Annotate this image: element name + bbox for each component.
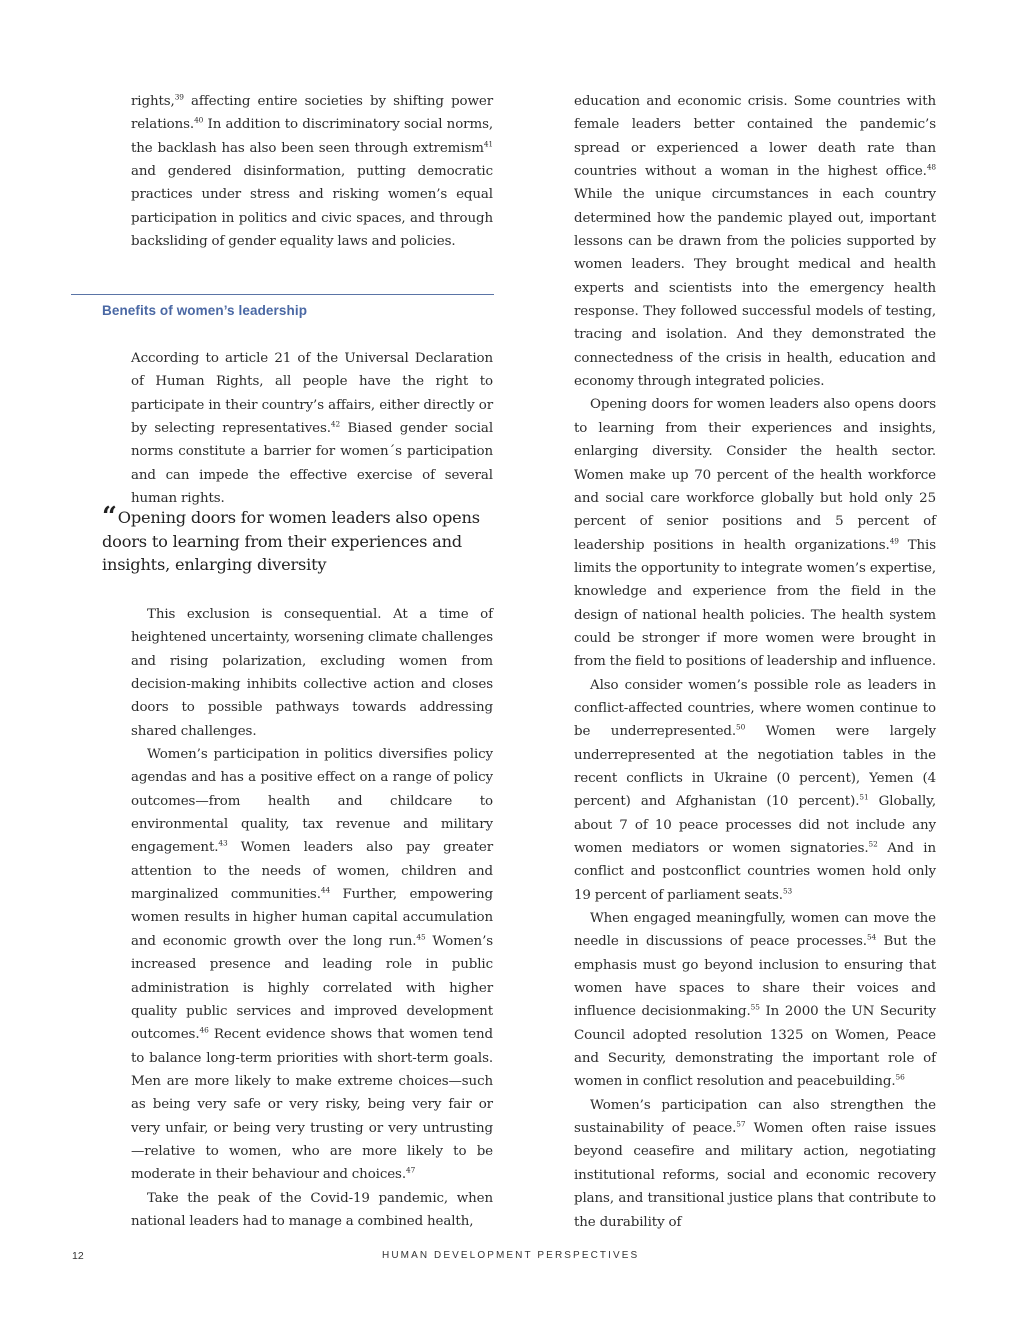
footnote-reference[interactable]: 52 <box>868 839 878 849</box>
footnote-reference[interactable]: 56 <box>895 1072 905 1082</box>
quote-mark-icon: “ <box>102 502 117 532</box>
left-column-intro <box>131 90 493 253</box>
pull-quote-text: Opening doors for women leaders also opens doors to learning from their experiences and insights, enlarging diversity <box>102 508 480 574</box>
body-paragraph: Also consider women’s possible role as leaders in conflict-affected countries, where women continue to be underrepresented.$^{50}$ Women were largely underrepresented at the negotiation tables in the recent conflicts in Ukraine (0 percent), Yemen (4 percent) and Afghanistan (10 percent).$^{51}$ Globally, about 7 of 10 peace processes did not include any women mediators or women signatories.$^{52}$ And in conflict and postconflict countries women hold only 19 percent of parliament seats.$^{53}$ <box>574 677 936 903</box>
footnote-reference[interactable]: 42 <box>330 419 341 429</box>
footnote-reference[interactable]: 48 <box>926 162 936 172</box>
section-paragraph: According to article 21 of the Universal Declaration of Human Rights, all people have the right to participate in their country’s affairs, either directly or by selecting representatives.$^{42}$ Biased gender social norms constitute a barrier for women´s participation and can impede the effective exercise of several human rights. <box>131 351 493 507</box>
footnote-reference[interactable]: 53 <box>782 886 793 896</box>
footnote-reference[interactable]: 57 <box>736 1119 746 1129</box>
running-footer-title: HUMAN DEVELOPMENT PERSPECTIVES <box>382 1250 640 1261</box>
body-paragraph: Women’s participation can also strengthen the sustainability of peace.$^{57}$ Women often raise issues beyond ceasefire and military action, negotiating institutional reforms, social and economic recovery plans, and transitional justice plans that contribute to the durability of <box>574 1097 936 1230</box>
body-paragraph: Take the peak of the Covid-19 pandemic, when national leaders had to manage a combined health, <box>131 1190 493 1229</box>
footnote-reference[interactable]: 44 <box>320 885 331 895</box>
footnote-reference[interactable]: 51 <box>859 792 869 802</box>
footnote-reference[interactable]: 50 <box>736 722 746 732</box>
footnote-reference[interactable]: 39 <box>174 92 184 102</box>
left-column-body <box>131 603 493 1233</box>
right-column-body <box>574 90 936 1234</box>
footnote-reference[interactable]: 54 <box>866 932 877 942</box>
footnote-reference[interactable]: 47 <box>406 1165 416 1175</box>
body-paragraph: This exclusion is consequential. At a time of heightened uncertainty, worsening climate challenges and rising polarization, excluding women from decision-making inhibits collective action and closes doors to possible pathways towards addressing shared challenges. <box>131 607 493 739</box>
section-divider <box>71 294 494 295</box>
footnote-reference[interactable]: 45 <box>416 932 426 942</box>
footnote-reference[interactable]: 43 <box>218 838 228 848</box>
page-number: 12 <box>72 1250 84 1262</box>
left-column-section-intro <box>131 347 493 510</box>
footnote-reference[interactable]: 49 <box>889 536 899 546</box>
body-paragraph: When engaged meaningfully, women can move the needle in discussions of peace processes.$^{54}$ But the emphasis must go beyond inclusion to ensuring that women have spaces to share their voices and influence decisionmaking.$^{55}$ In 2000 the UN Security Council adopted resolution 1325 on Women, Peace and Security, demonstrating the important role of women in conflict resolution and peacebuilding.$^{56}$ <box>574 911 936 1090</box>
intro-paragraph: rights,$^{39}$ affecting entire societies by shifting power relations.$^{40}$ In addition to discriminatory social norms, the backlash has also been seen through extremism$^{41}$ and gendered disinformation, putting democratic practices under stress and risking women’s equal participation in politics and civic spaces, and through backsliding of gender equality laws and policies. <box>131 92 493 250</box>
pull-quote <box>102 502 502 577</box>
footnote-reference[interactable]: 55 <box>750 1002 760 1012</box>
footnote-reference[interactable]: 40 <box>194 115 204 125</box>
body-paragraph: Women’s participation in politics diversifies policy agendas and has a positive effect on a range of policy outcomes—from health and childcare to environmental quality, tax revenue and military engagement.$^{43}$ Women leaders also pay greater attention to the needs of women, children and marginalized communities.$^{44}$ Further, empowering women results in higher human capital accumulation and economic growth over the long run.$^{45}$ Women’s increased presence and leading role in public administration is highly correlated with higher quality public services and improved development outcomes.$^{46}$ Recent evidence shows that women tend to balance long-term priorities with short-term goals. Men are more likely to make extreme choices—such as being very safe or very risky, being very fair or very unfair, or being very trusting or very untrusting—relative to women, who are more likely to be moderate in their behaviour and choices.$^{47}$ <box>131 747 494 1183</box>
body-paragraph: education and economic crisis. Some countries with female leaders better contained the pandemic’s spread or experienced a lower death rate than countries without a woman in the highest office.$^{48}$ While the unique circumstances in each country determined how the pandemic played out, important lessons can be drawn from the policies supported by women leaders. They brought medical and health experts and scientists into the emergency health response. They followed successful models of testing, tracing and isolation. And they demonstrated the connectedness of the crisis in health, education and economy through integrated policies. <box>574 94 936 390</box>
body-paragraph: Opening doors for women leaders also opens doors to learning from their experiences and insights, enlarging diversity. Consider the health sector. Women make up 70 percent of the health workforce and social care workforce globally but hold only 25 percent of senior positions and 5 percent of leadership positions in health organizations.$^{49}$ This limits the opportunity to integrate women’s expertise, knowledge and experience from the field in the design of national health policies. The health system could be stronger if more women were brought in from the field to positions of leadership and influence. <box>574 397 937 670</box>
footnote-reference[interactable]: 46 <box>199 1025 209 1035</box>
footnote-reference[interactable]: 41 <box>483 139 493 149</box>
section-heading: Benefits of women’s leadership <box>102 303 308 318</box>
